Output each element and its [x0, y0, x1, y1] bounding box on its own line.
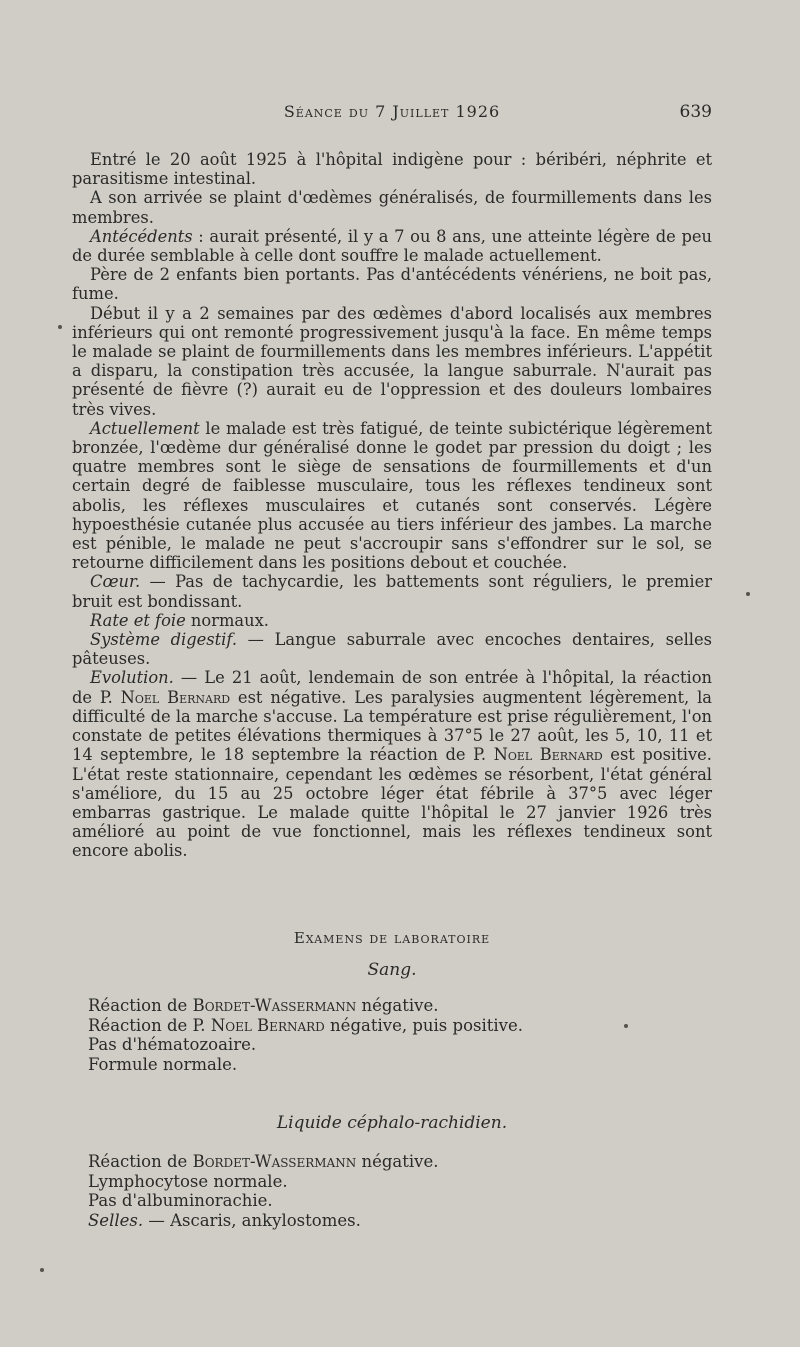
paragraph-onset: Début il y a 2 semaines par des œdèmes d'abord localisés aux membres inférieurs qui ont remonté progressivement jusqu'à la face. En même temps le malade se plaint de fourmillements dans les membres inférieurs. L'appétit a disparu, la constipation très accusée, la langue saburrale. N'aurait pas présenté de fièvre (?) aurait eu de l'oppression et des douleurs lombaires très vives. — [72, 303, 712, 419]
result-text: Réaction de — [88, 996, 193, 1015]
digestive-label: Système digestif. — [90, 630, 238, 650]
print-speck — [58, 325, 62, 329]
csf-result-line — [88, 1152, 708, 1172]
evolution-name-2: Noel Bernard — [493, 745, 603, 765]
paragraph-evolution — [72, 668, 712, 860]
evolution-text-c: est positive. L'état reste stationnaire, cependant les œdèmes se résorbent, l'état général s'améliore, du 15 au 25 octobre léger état fébrile à 37°5 avec léger embarras gastrique. Le malade quitte l'hôpital le 27 janvier 1926 très amélioré au point de vue fonctionnel, mais les réflexes tendineux sont encore abolis. — [72, 745, 712, 861]
blood-result-line — [88, 1035, 708, 1055]
result-name: Noel Bernard — [210, 1015, 325, 1035]
result-text: négative. — [356, 996, 439, 1015]
stool-label: Selles. — [88, 1210, 144, 1230]
result-name: Bordet-Wassermann — [192, 1152, 357, 1171]
page-header — [72, 102, 712, 132]
csf-result-line — [88, 1172, 708, 1192]
print-speck — [40, 1268, 44, 1272]
print-speck — [746, 592, 750, 596]
paragraph-family: Père de 2 enfants bien portants. Pas d'antécédents vénériens, ne boit pas, fume. — [72, 265, 712, 304]
blood-result-line — [88, 996, 708, 1016]
paragraph-admission: Entré le 20 août 1925 à l'hôpital indigène pour : béribéri, néphrite et parasitisme intestinal. — [72, 150, 712, 189]
history-text: : aurait présenté, il y a 7 ou 8 ans, une atteinte légère de peu de durée semblable à celle dont souffre le malade actuellement. — [72, 226, 712, 266]
paragraph-heart — [72, 572, 712, 610]
blood-subheading: Sang. — [367, 960, 417, 980]
blood-results — [88, 996, 708, 1074]
paragraph-current-state — [72, 419, 712, 573]
paragraph-history — [72, 227, 712, 265]
running-title: Séance du 7 Juillet 1926 — [283, 102, 501, 121]
result-text: Formule normale. — [88, 1054, 238, 1074]
result-text: Réaction de P. — [88, 1015, 211, 1035]
print-speck — [624, 1024, 628, 1028]
digestive-text: — Langue saburrale avec encoches dentaires, selles pâteuses. — [72, 630, 713, 669]
case-report-text — [72, 150, 712, 861]
stool-text: — Ascaris, ankylostomes. — [143, 1210, 361, 1230]
csf-subheading: Liquide céphalo-rachidien. — [276, 1113, 508, 1133]
spleen-liver-label: Rate et foie — [90, 610, 186, 630]
evolution-name-1: Noel Bernard — [120, 687, 231, 707]
blood-result-line — [88, 1016, 708, 1036]
heart-label: Cœur. — [90, 572, 141, 592]
current-state-label: Actuellement — [90, 418, 200, 438]
result-text: négative, puis positive. — [324, 1015, 523, 1035]
evolution-text-b: est négative. Les paralysies augmentent légèrement, la difficulté de la marche s'accuse. La température est prise régulièrement, l'on constate de petites élévations thermiques à 37°5 le 27 août, les 5, 10, 11 et 14 septembre, le 18 septembre la réaction de P. — [72, 687, 712, 765]
paragraph-digestive — [72, 630, 712, 668]
result-text: Lymphocytose normale. — [88, 1171, 288, 1191]
result-text: Pas d'albuminorachie. — [88, 1191, 273, 1210]
evolution-text-a: — Le 21 août, lendemain de son entrée à l'hôpital, la réaction de P. — [72, 668, 712, 707]
current-state-text: le malade est très fatigué, de teinte subictérique légèrement bronzée, l'œdème dur généralisé donne le godet par pression du doigt ; les quatre membres sont le siège de sensations de fourmillements et d'un certain degré de faiblesse musculaire, tous les réflexes tendineux sont abolis, les réflexes musculaires et cutanés sont conservés. Légère hypoesthésie cutanée plus accusée au tiers inférieur des jambes. La marche est pénible, le malade ne peut s'accroupir sans s'effondrer sur le sol, se retourne difficilement dans les positions debout et couchée. — [72, 418, 712, 573]
blood-result-line — [88, 1055, 708, 1075]
csf-result-line — [88, 1191, 708, 1211]
heart-text: — Pas de tachycardie, les battements sont réguliers, le premier bruit est bondissant. — [72, 572, 712, 611]
spleen-liver-text: normaux. — [185, 610, 269, 630]
result-text: négative. — [356, 1152, 439, 1171]
page-number: 639 — [679, 102, 712, 122]
csf-results — [88, 1152, 708, 1230]
paragraph-spleen-liver — [72, 611, 712, 630]
history-label: Antécédents — [90, 226, 193, 246]
paragraph-arrival: A son arrivée se plaint d'œdèmes généralisés, de fourmillements dans les membres. — [72, 188, 712, 227]
evolution-label: Evolution. — [90, 668, 174, 688]
result-text: Pas d'hématozoaire. — [88, 1035, 257, 1054]
stool-result-line — [88, 1211, 708, 1231]
lab-section-heading: Examens de laboratoire — [293, 929, 491, 947]
result-name: Bordet-Wassermann — [192, 996, 357, 1015]
result-text: Réaction de — [88, 1152, 193, 1171]
